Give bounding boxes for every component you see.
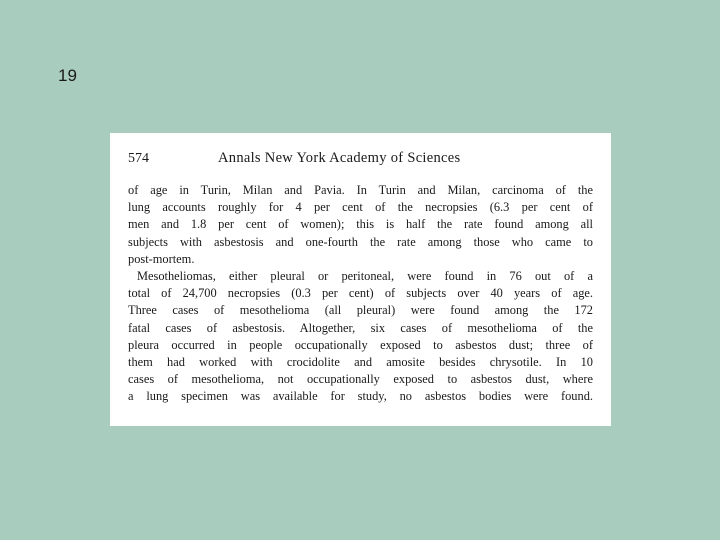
text-line: them had worked with crocidolite and amosite besides chrysotile. In 10: [128, 355, 593, 370]
text-line: men and 1.8 per cent of women); this is half the rate found among all: [128, 217, 593, 232]
text-line: Three cases of mesothelioma (all pleural) were found among the 172: [128, 303, 593, 318]
paragraph-1: [128, 182, 593, 268]
scanned-page-excerpt: [110, 133, 611, 426]
text-line: a lung specimen was available for study, no asbestos bodies were found.: [128, 389, 593, 404]
paragraph-2: [128, 268, 593, 406]
journal-title: Annals New York Academy of Sciences: [218, 150, 461, 166]
text-line: total of 24,700 necropsies (0.3 per cent) of subjects over 40 years of age.: [128, 286, 593, 301]
text-line: cases of mesothelioma, not occupationally exposed to asbestos dust, where: [128, 372, 593, 387]
text-line: Mesotheliomas, either pleural or peritoneal, were found in 76 out of a: [137, 269, 593, 284]
text-line: post-mortem.: [128, 251, 195, 266]
text-line: subjects with asbestosis and one-fourth the rate among those who came to: [128, 234, 593, 249]
text-line: fatal cases of asbestosis. Altogether, six cases of mesothelioma of the: [128, 320, 593, 335]
slide-number: 19: [58, 66, 77, 85]
text-line: pleura occurred in people occupationally exposed to asbestos dust; three of: [128, 337, 593, 352]
page-number: 574: [128, 151, 149, 166]
text-line: of age in Turin, Milan and Pavia. In Turin and Milan, carcinoma of the: [128, 183, 593, 197]
running-head: [128, 150, 593, 172]
text-line: lung accounts roughly for 4 per cent of the necropsies (6.3 per cent of: [128, 200, 593, 215]
